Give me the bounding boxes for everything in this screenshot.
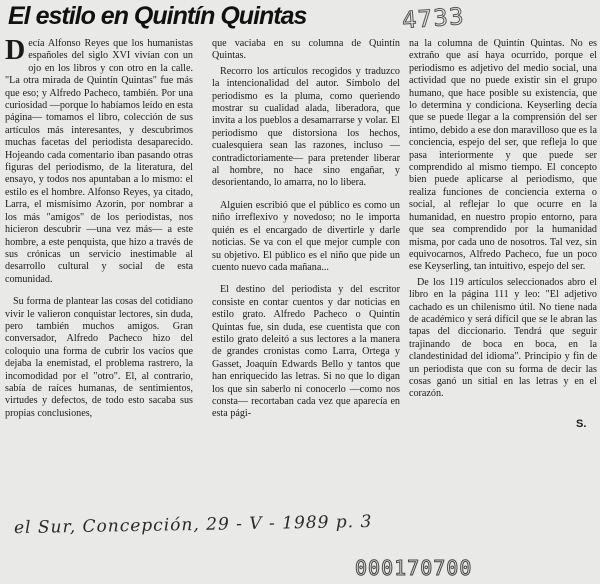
article-paragraph: Recorro los artículos recogidos y traduzco la intencionalidad del autor. Símbolo del periodismo es la pluma, como queriendo mostrar su cualidad alada, liberadora, que invita a los pueblos a desamarrarse y volar. El periodismo que distorsiona los hechos, cualesquiera sean las razones, incluso —contradictoriamente— para pretender liberar al hombre, no hace sino engañar, y desorientando, lo amarra, no lo libera. xyxy=(212,65,400,189)
handwritten-archive-number: 4733 xyxy=(401,3,466,35)
article-paragraph: Alguien escribió que el público es como un niño irreflexivo y novedoso; no le importa quién es el encargado de divertirle y darle noticias. Se va con el que mejor cumple con su objetivo. El público es el niño que pide un cuento nuevo cada mañana... xyxy=(212,199,400,273)
paragraph-text: ecía Alfonso Reyes que los humanistas españoles del siglo XVI vivían con un ojo en los libros y con otro en la calle. "La otra mirada de Quintín Quintas" fue más que eso; y Alfredo Pacheco, también. Por una curiosidad —porque lo habíamos leído en esta página— tomamos el libro, colección de sus artículos más interesantes, y descubrimos muchas facetas del periodista desaparecido. Hojeando cada comentario iban pasando otras figuras del periodismo, de la literatura, del ensayo, y todos nos apuntaban a lo mismo: el estilo es el hombre. Alfonso Reyes, ya citado, Larra, el mismísimo Azorín, por nombrar a los más "amigos" de los periodistas, nos hicieron descubrir —una vez más— a este hombre, a este penquista, que hizo a través de sus crónicas un servicio inestimable al desarrollo cultural y social de esta comunidad. xyxy=(5,38,193,285)
article-column-2 xyxy=(212,38,400,424)
article-paragraph: na la columna de Quintín Quintas. No es extraño que así haya ocurrido, porque el periodismo es adjetivo del medio social, una actividad que no puede existir sin el grupo humano, que hace posible su existencia, que lo determina y condiciona. Keyserling decía que se puede llegar a la comprensión del ser íntimo, debido a ese don maravilloso que es la conciencia, espejo del ser, que refleja lo que pasa interiormente y que puede ser comprendido al mismo tiempo. El concepto bien puede aplicarse al periodismo, que realiza funciones de conciencia externa o social, al reflejar lo que ocurre en la humanidad, en nuestro propio entorno, para que sea comprendido por la humanidad misma, por cada uno de nosotros. Tal vez, sin equivocarnos, Alfredo Pacheco, fue un poco ese Keyserling, tan intuitivo, espejo del ser. xyxy=(409,38,597,273)
article-paragraph: De los 119 artículos seleccionados abro el libro en la página 111 y leo: "El adjetivo cachado es un chilenismo útil. No tiene nada de académico y será difícil que se le abran las tapas del diccionario. Tendrá que seguir trajinando de boca en boca, en la clandestinidad del idioma". Principio y fin de un periodista que con su forma de decir las cosas ganó un sitial en las letras y en el corazón. xyxy=(409,276,597,400)
author-signature: S. xyxy=(576,418,587,430)
article-paragraph: Su forma de plantear las cosas del cotidiano vivir le valieron conquistar lectores, sin duda, pero también muchos amigos. Gran conversador, Alfredo Pacheco hizo del coloquio una forma de cubrir los vacíos que dejaba la enemistad, el problema rastrero, la incomodidad por el "otro". El, al contrario, sabía de raíces humanas, de sentimientos, virtudes y defectos, de todo esto sacaba sus propias conclusiones, xyxy=(5,296,193,419)
article-headline: El estilo en Quintín Quintas xyxy=(8,2,307,30)
drop-cap: D xyxy=(5,35,26,66)
handwritten-source-note: el Sur, Concepción, 29 - V - 1989 p. 3 xyxy=(13,511,373,539)
article-paragraph xyxy=(5,35,193,286)
archive-stamp: 000170700 xyxy=(355,556,473,580)
article-paragraph: que vaciaba en su columna de Quintín Quintas. xyxy=(212,38,400,62)
article-column-1 xyxy=(5,35,193,423)
article-column-3 xyxy=(409,38,597,404)
article-paragraph: El destino del periodista y del escritor consiste en contar cuentos y dar noticias en estilo grato. Alfredo Pacheco o Quintín Quintas fue, sin duda, ese cuentista que con estilo grato deleitó a sus lectores a la manera de grandes cronistas como Larra, Ortega y Gasset, Joaquín Edwards Bello y tantos que han enriquecido las letras. Si no que lo digan los que sin saberlo ni conocerlo —como nos consta— recortaban cada vez que aparecía en esta pági- xyxy=(212,284,400,420)
